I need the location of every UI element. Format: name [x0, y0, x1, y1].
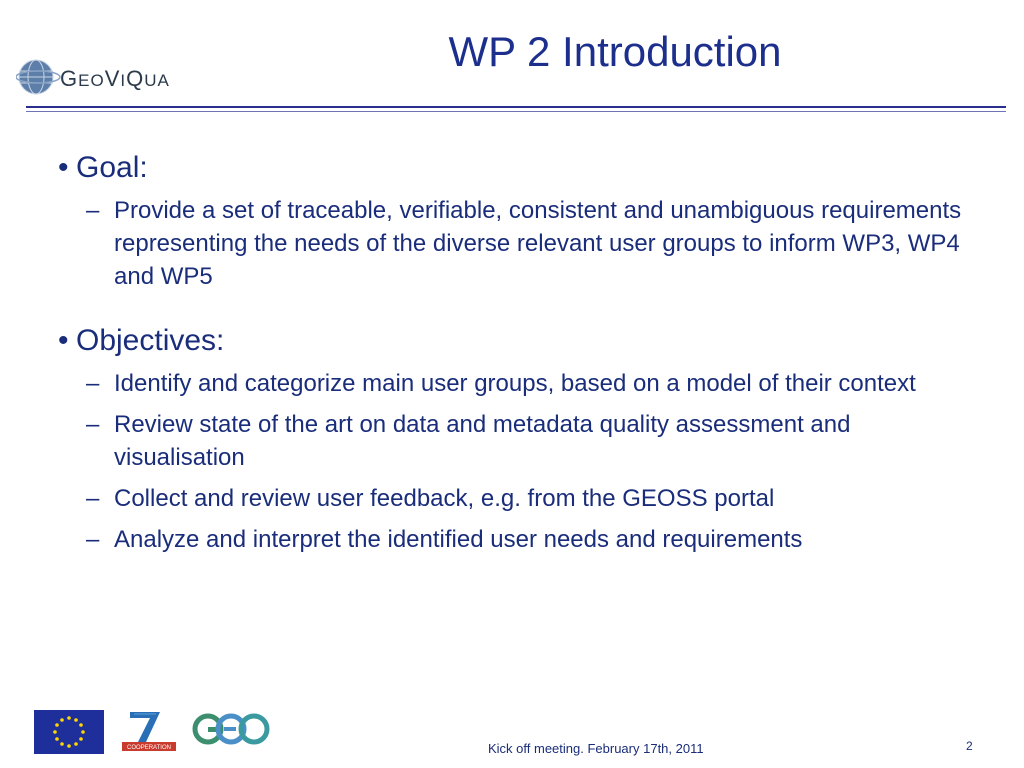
dash-marker: – — [86, 370, 100, 397]
eu-flag-icon — [34, 710, 104, 754]
header-rule-thin — [26, 111, 1006, 112]
header-rule — [26, 106, 1006, 108]
footer-caption: Kick off meeting. February 17th, 2011 — [488, 741, 704, 756]
objective-item: – Collect and review user feedback, e.g. from the GEOSS portal — [58, 482, 978, 515]
goal-item: – Provide a set of traceable, verifiable, consistent and unambiguous requirements representing the needs of the diverse relevant user groups to inform WP3, WP4 and WP5 — [58, 194, 978, 293]
objective-item: – Analyze and interpret the identified user needs and requirements — [58, 523, 978, 556]
logo-wordmark: GEOVIQUA — [60, 66, 170, 91]
goal-heading: Goal: — [76, 151, 148, 184]
page-number: 2 — [966, 739, 973, 753]
footer-logos — [34, 708, 274, 754]
objectives-heading: Objectives: — [76, 324, 225, 357]
objectives-bullet — [58, 323, 978, 359]
geo-logo — [195, 716, 267, 742]
globe-icon — [16, 56, 62, 98]
bullet-dot: • — [58, 151, 69, 184]
geoviqua-logo — [16, 56, 216, 98]
bullet-dot: • — [58, 324, 69, 357]
objective-item: – Identify and categorize main user groups, based on a model of their context — [58, 367, 978, 400]
dash-marker: – — [86, 197, 100, 224]
goal-bullet — [58, 150, 978, 186]
dash-marker: – — [86, 411, 100, 438]
fp7-label: COOPERATION — [127, 745, 171, 751]
objective-item: – Review state of the art on data and metadata quality assessment and visualisation — [58, 408, 978, 474]
dash-marker: – — [86, 526, 100, 553]
slide-content — [58, 150, 978, 556]
fp7-cooperation-logo — [122, 712, 176, 751]
slide-title: WP 2 Introduction — [448, 28, 782, 75]
dash-marker: – — [86, 485, 100, 512]
